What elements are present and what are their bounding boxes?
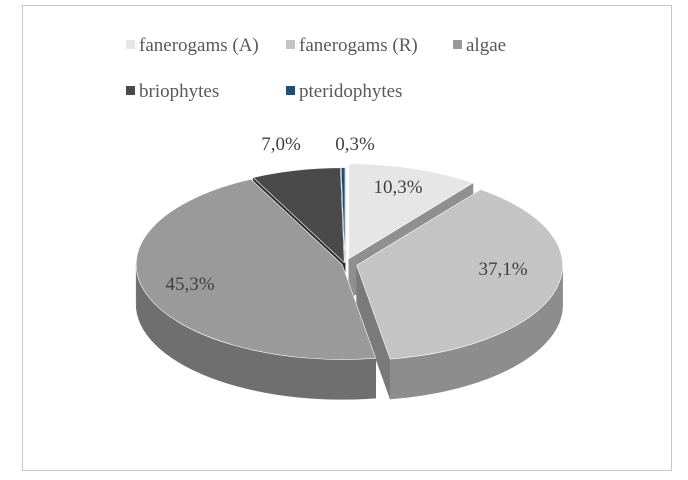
- legend-label-pteridophytes: pteridophytes: [299, 81, 403, 102]
- legend-swatch-pteridophytes: [286, 86, 295, 95]
- legend-swatch-algae: [453, 40, 462, 49]
- data-label-fanerogams-r: 37,1%: [478, 259, 528, 280]
- legend-swatch-fanerogams-a: [126, 40, 135, 49]
- data-label-pteridophytes: 0,3%: [335, 134, 375, 155]
- legend: [126, 35, 506, 102]
- legend-label-fanerogams-a: fanerogams (A): [139, 35, 259, 56]
- legend-swatch-briophytes: [126, 86, 135, 95]
- data-label-algae: 45,3%: [165, 274, 215, 295]
- legend-label-briophytes: briophytes: [139, 81, 220, 102]
- data-label-fanerogams-a: 10,3%: [373, 177, 423, 198]
- legend-swatch-fanerogams-r: [286, 40, 295, 49]
- data-label-briophytes: 7,0%: [261, 134, 301, 155]
- legend-label-fanerogams-r: fanerogams (R): [299, 35, 418, 56]
- legend-label-algae: algae: [466, 35, 507, 56]
